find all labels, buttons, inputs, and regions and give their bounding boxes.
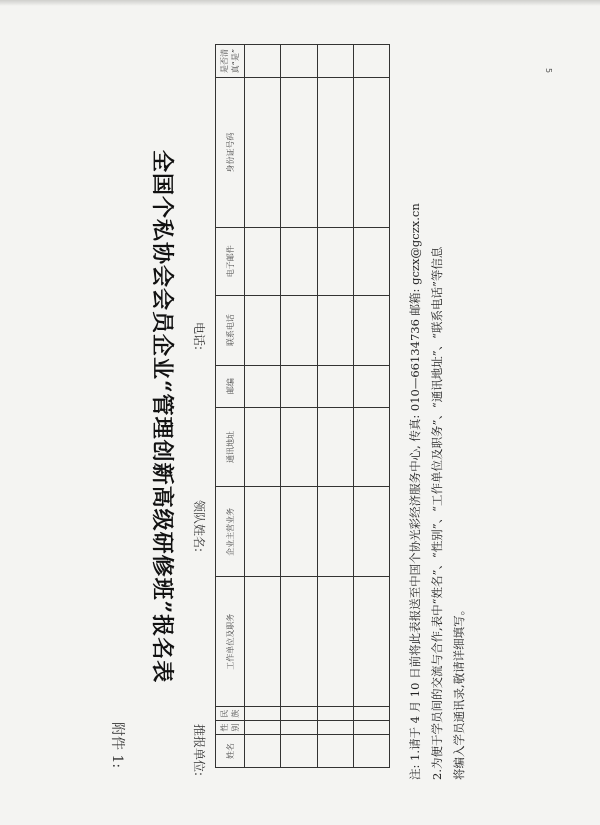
table-cell[interactable] (281, 78, 317, 228)
notes-block (404, 40, 470, 780)
table-cell[interactable] (317, 735, 353, 768)
table-cell[interactable] (353, 735, 389, 768)
table-header-cell: 性别 (216, 721, 245, 735)
table-cell[interactable] (317, 577, 353, 707)
table-cell[interactable] (245, 487, 281, 577)
table-cell[interactable] (281, 227, 317, 295)
table-cell[interactable] (317, 45, 353, 78)
note-line-3: 将编入学员通讯录,敬请详细填写。 (452, 603, 466, 780)
form-title: 全国个私协会会员企业“管理创新高级研修班”报名表 (149, 150, 175, 684)
table-row (317, 45, 353, 768)
table-header-cell: 联系电话 (216, 295, 245, 365)
table-cell[interactable] (281, 721, 317, 735)
table-cell[interactable] (245, 365, 281, 407)
table-cell[interactable] (281, 577, 317, 707)
table-cell[interactable] (245, 721, 281, 735)
table-cell[interactable] (281, 45, 317, 78)
page-number: 5 (544, 67, 554, 74)
table-cell[interactable] (281, 295, 317, 365)
table-cell[interactable] (281, 487, 317, 577)
table-header-cell: 民族 (216, 707, 245, 721)
table-header-row (216, 45, 245, 768)
table-cell[interactable] (245, 735, 281, 768)
table-header-cell: 工作单位及职务 (216, 577, 245, 707)
table-cell[interactable] (317, 707, 353, 721)
note-line-1: 注: 1.请于 4 月 10 日前将此表报送至中国个协光彩经济服务中心, 传真: 010—66134736 邮箱: gczx@gczx.cn (408, 203, 422, 780)
table-header-cell: 身份证号码 (216, 78, 245, 228)
table-cell[interactable] (353, 295, 389, 365)
table-header-cell: 是否清真“是” (216, 45, 245, 78)
registration-table (215, 44, 390, 768)
table-header-cell: 邮编 (216, 365, 245, 407)
table-cell[interactable] (245, 227, 281, 295)
table-cell[interactable] (317, 227, 353, 295)
table-row (353, 45, 389, 768)
team-leader-label: 领队姓名: (192, 500, 206, 553)
table-body (216, 45, 390, 768)
table-cell[interactable] (353, 707, 389, 721)
attachment-label: 附件 1: (109, 722, 125, 769)
table-cell[interactable] (317, 487, 353, 577)
table-cell[interactable] (317, 721, 353, 735)
table-row (281, 45, 317, 768)
table-header-cell: 通讯地址 (216, 407, 245, 487)
table-header-cell: 姓名 (216, 735, 245, 768)
table-cell[interactable] (245, 45, 281, 78)
table-cell[interactable] (353, 78, 389, 228)
table-cell[interactable] (281, 735, 317, 768)
table-cell[interactable] (353, 407, 389, 487)
recommending-unit-label: 推报单位: (192, 724, 206, 777)
table-cell[interactable] (353, 365, 389, 407)
table-cell[interactable] (317, 365, 353, 407)
table-cell[interactable] (245, 295, 281, 365)
table-cell[interactable] (281, 707, 317, 721)
phone-label: 电话: (192, 322, 206, 351)
table-cell[interactable] (245, 577, 281, 707)
table-cell[interactable] (353, 487, 389, 577)
table-header-cell: 电子邮件 (216, 227, 245, 295)
table-cell[interactable] (353, 577, 389, 707)
table-header-cell: 企业主营业务 (216, 487, 245, 577)
table-cell[interactable] (317, 407, 353, 487)
table-cell[interactable] (245, 707, 281, 721)
table-cell[interactable] (353, 45, 389, 78)
table-cell[interactable] (317, 78, 353, 228)
note-line-2: 2.为便于学员间的交流与合作,表中“姓名”、“性别”、“工作单位及职务”、“通讯地址”、“联系电话”等信息 (430, 246, 444, 780)
table-cell[interactable] (245, 407, 281, 487)
table-row (245, 45, 281, 768)
table-cell[interactable] (353, 227, 389, 295)
table-cell[interactable] (317, 295, 353, 365)
table-cell[interactable] (353, 721, 389, 735)
table-cell[interactable] (245, 78, 281, 228)
table-cell[interactable] (281, 365, 317, 407)
table-cell[interactable] (281, 407, 317, 487)
